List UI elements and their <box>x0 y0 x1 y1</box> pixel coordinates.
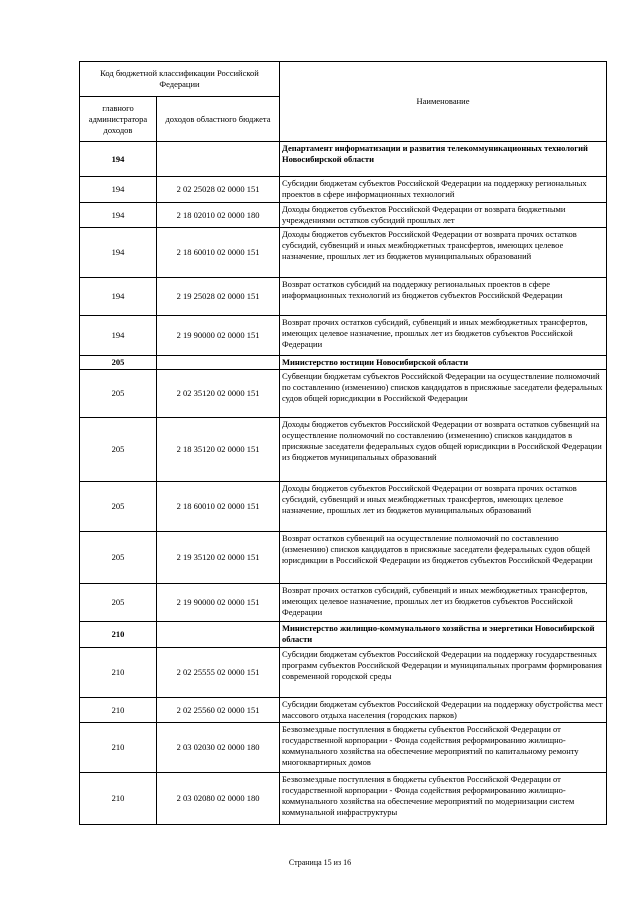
income-code-cell: 2 18 35120 02 0000 151 <box>157 418 280 482</box>
department-row <box>80 142 607 177</box>
header-classification-code: Код бюджетной классификации Российской Федерации <box>80 62 280 97</box>
income-code-cell: 2 19 35120 02 0000 151 <box>157 532 280 584</box>
admin-code-cell: 194 <box>80 177 157 203</box>
table-row <box>80 278 607 316</box>
table-row <box>80 698 607 723</box>
admin-code-cell: 205 <box>80 532 157 584</box>
admin-code-cell: 205 <box>80 370 157 418</box>
name-cell: Субсидии бюджетам субъектов Российской Федерации на поддержку региональных проектов в сфере информационных технологий <box>280 177 607 203</box>
name-cell: Доходы бюджетов субъектов Российской Федерации от возврата прочих остатков субсидий, субвенций и иных межбюджетных трансфертов, имеющих целевое назначение, прошлых лет из бюджетов муниципальных образований <box>280 482 607 532</box>
name-cell: Субсидии бюджетам субъектов Российской Федерации на поддержку обустройства мест массового отдыха населения (городских парков) <box>280 698 607 723</box>
table-row <box>80 723 607 773</box>
name-cell: Безвозмездные поступления в бюджеты субъектов Российской Федерации от государственной корпорации - Фонда содействия реформированию жилищно-коммунального хозяйства на обеспечение мероприятий по модернизации систем коммунальной инфраструктуры <box>280 773 607 825</box>
name-cell: Субвенции бюджетам субъектов Российской Федерации на осуществление полномочий по составлению (изменению) списков кандидатов в присяжные заседатели федеральных судов общей юрисдикции в Российской Федерации <box>280 370 607 418</box>
income-code-cell <box>157 356 280 370</box>
income-code-cell: 2 03 02030 02 0000 180 <box>157 723 280 773</box>
admin-code-cell: 210 <box>80 723 157 773</box>
page-number: Страница 15 из 16 <box>288 858 352 867</box>
table-row <box>80 532 607 584</box>
table-row <box>80 648 607 698</box>
department-row <box>80 622 607 648</box>
income-code-cell <box>157 142 280 177</box>
table-row <box>80 584 607 622</box>
income-code-cell: 2 02 35120 02 0000 151 <box>157 370 280 418</box>
table-row <box>80 773 607 825</box>
header-name: Наименование <box>280 62 607 142</box>
name-cell: Субсидии бюджетам субъектов Российской Федерации на поддержку государственных программ субъектов Российской Федерации и муниципальных программ формирования современной городской среды <box>280 648 607 698</box>
admin-code-cell: 205 <box>80 418 157 482</box>
department-row <box>80 356 607 370</box>
name-cell: Возврат прочих остатков субсидий, субвенций и иных межбюджетных трансфертов, имеющих целевое назначение, прошлых лет из бюджетов субъектов Российской Федерации <box>280 584 607 622</box>
header-admin-code: главного администратора доходов <box>80 97 157 142</box>
name-cell: Доходы бюджетов субъектов Российской Федерации от возврата бюджетными учреждениями остатков субсидий прошлых лет <box>280 203 607 228</box>
income-code-cell: 2 18 02010 02 0000 180 <box>157 203 280 228</box>
table-row <box>80 203 607 228</box>
admin-code-cell: 194 <box>80 316 157 356</box>
name-cell: Безвозмездные поступления в бюджеты субъектов Российской Федерации от государственной корпорации - Фонда содействия реформированию жилищно-коммунального хозяйства на обеспечение мероприятий по капитальному ремонту многоквартирных домов <box>280 723 607 773</box>
admin-code-cell: 205 <box>80 482 157 532</box>
income-code-cell: 2 19 90000 02 0000 151 <box>157 584 280 622</box>
table-row <box>80 418 607 482</box>
income-code-cell: 2 02 25555 02 0000 151 <box>157 648 280 698</box>
table-row <box>80 370 607 418</box>
admin-code-cell: 210 <box>80 648 157 698</box>
name-cell: Департамент информатизации и развития телекоммуникационных технологий Новосибирской области <box>280 142 607 177</box>
header-income-code: доходов областного бюджета <box>157 97 280 142</box>
income-code-cell: 2 02 25560 02 0000 151 <box>157 698 280 723</box>
name-cell: Возврат остатков субсидий на поддержку региональных проектов в сфере информационных технологий из бюджетов субъектов Российской Федерации <box>280 278 607 316</box>
admin-code-cell: 210 <box>80 773 157 825</box>
name-cell: Доходы бюджетов субъектов Российской Федерации от возврата прочих остатков субсидий, субвенций и иных межбюджетных трансфертов, имеющих целевое назначение, прошлых лет из бюджетов муниципальных образований <box>280 228 607 278</box>
income-code-cell: 2 18 60010 02 0000 151 <box>157 228 280 278</box>
income-code-cell: 2 19 25028 02 0000 151 <box>157 278 280 316</box>
admin-code-cell: 205 <box>80 356 157 370</box>
admin-code-cell: 205 <box>80 584 157 622</box>
income-code-cell: 2 18 60010 02 0000 151 <box>157 482 280 532</box>
admin-code-cell: 194 <box>80 228 157 278</box>
name-cell: Возврат прочих остатков субсидий, субвенций и иных межбюджетных трансфертов, имеющих целевое назначение, прошлых лет из бюджетов субъектов Российской Федерации <box>280 316 607 356</box>
table-body <box>80 142 607 825</box>
admin-code-cell: 194 <box>80 203 157 228</box>
admin-code-cell: 194 <box>80 142 157 177</box>
budget-classification-table-page <box>79 61 606 825</box>
name-cell: Министерство жилищно-коммунального хозяйства и энергетики Новосибирской области <box>280 622 607 648</box>
table-row <box>80 228 607 278</box>
name-cell: Доходы бюджетов субъектов Российской Федерации от возврата остатков субвенций на осуществление полномочий по составлению (изменению) списков кандидатов в присяжные заседатели федеральных судов общей юрисдикции в Российской Федерации из бюджетов муниципальных образований <box>280 418 607 482</box>
income-code-cell: 2 19 90000 02 0000 151 <box>157 316 280 356</box>
table-row <box>80 316 607 356</box>
admin-code-cell: 194 <box>80 278 157 316</box>
income-code-cell <box>157 622 280 648</box>
income-code-cell: 2 02 25028 02 0000 151 <box>157 177 280 203</box>
admin-code-cell: 210 <box>80 622 157 648</box>
name-cell: Министерство юстиции Новосибирской области <box>280 356 607 370</box>
income-code-cell: 2 03 02080 02 0000 180 <box>157 773 280 825</box>
table-row <box>80 482 607 532</box>
admin-code-cell: 210 <box>80 698 157 723</box>
budget-classification-table <box>79 61 607 825</box>
table-row <box>80 177 607 203</box>
name-cell: Возврат остатков субвенций на осуществление полномочий по составлению (изменению) списков кандидатов в присяжные заседатели федеральных судов общей юрисдикции в Российской Федерации из бюджетов субъектов Российской Федерации <box>280 532 607 584</box>
